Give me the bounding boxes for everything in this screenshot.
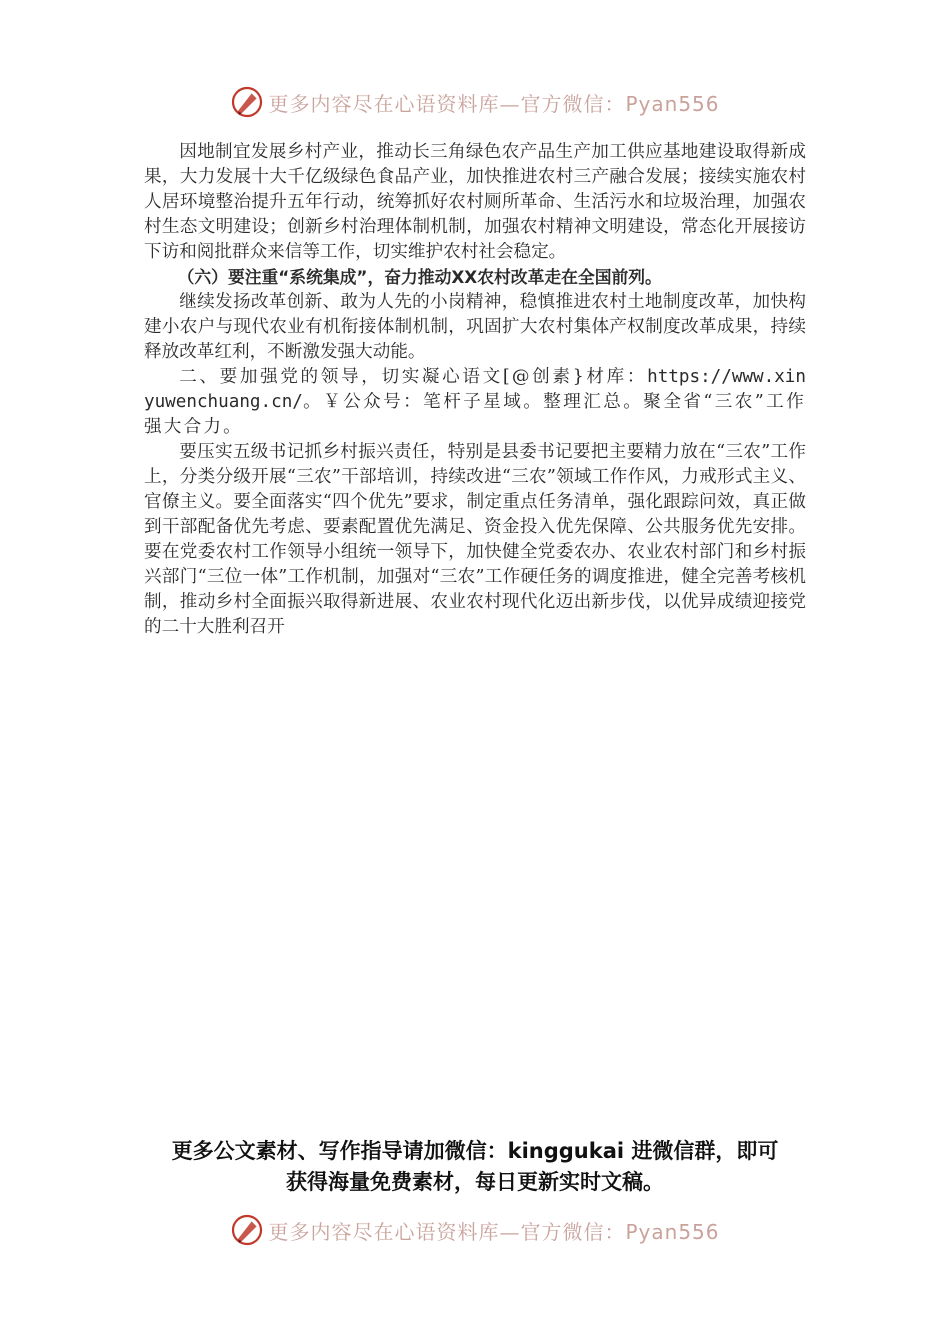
footer-line-1: 更多公文素材、写作指导请加微信：kinggukai 进微信群，即可: [171, 1139, 779, 1163]
pen-nib-logo-icon: [230, 85, 264, 119]
header-banner: [0, 82, 950, 122]
banner-text: 更多内容尽在心语资料库—官方微信：Pyan556: [268, 91, 720, 116]
footer-banner: [0, 1210, 950, 1250]
document-body: [144, 140, 806, 640]
paragraph-rural-industry: 因地制宜发展乡村产业，推动长三角绿色农产品生产加工供应基地建设取得新成果，大力发展十大千亿级绿色食品产业，加快推进农村三产融合发展；接续实施农村人居环境整治提升五年行动，统筹抓好农村厕所革命、生活污水和垃圾治理，加强农村生态文明建设；创新乡村治理体制机制，加强农村精神文明建设，常态化开展接访下访和阅批群众来信等工作，切实维护农村社会稳定。: [144, 142, 806, 262]
section-heading-six: （六）要注重“系统集成”，奋力推动XX农村改革走在全国前列。: [177, 267, 662, 287]
footer-line-2: 获得海量免费素材，每日更新实时文稿。: [286, 1170, 664, 1194]
footer-promo-note: [0, 1136, 950, 1198]
paragraph-party-leadership: 二、要加强党的领导，切实凝心语文[@创素}材库：https://www.xinyuwenchuang.cn/。￥公众号：笔杆子星域。整理汇总。聚全省“三农”工作强大合力。: [144, 367, 806, 437]
banner-text: 更多内容尽在心语资料库—官方微信：Pyan556: [268, 1219, 720, 1244]
paragraph-reform: 继续发扬改革创新、敢为人先的小岗精神，稳慎推进农村土地制度改革，加快构建小农户与现代农业有机衔接体制机制，巩固扩大农村集体产权制度改革成果，持续释放改革红利，不断激发强大动能。: [144, 292, 806, 362]
paragraph-responsibility: 要压实五级书记抓乡村振兴责任，特别是县委书记要把主要精力放在“三农”工作上，分类分级开展“三农”干部培训，持续改进“三农”领域工作作风，力戒形式主义、官僚主义。要全面落实“四个优先”要求，制定重点任务清单，强化跟踪问效，真正做到干部配备优先考虑、要素配置优先满足、资金投入优先保障、公共服务优先安排。要在党委农村工作领导小组统一领导下，加快健全党委农办、农业农村部门和乡村振兴部门“三位一体”工作机制，加强对“三农”工作硬任务的调度推进，健全完善考核机制，推动乡村全面振兴取得新进展、农业农村现代化迈出新步伐，以优异成绩迎接党的二十大胜利召开: [144, 442, 806, 637]
pen-nib-logo-icon: [230, 1213, 264, 1247]
source-url-link[interactable]: https://www.xinyuwenchuang.cn/: [144, 367, 806, 412]
